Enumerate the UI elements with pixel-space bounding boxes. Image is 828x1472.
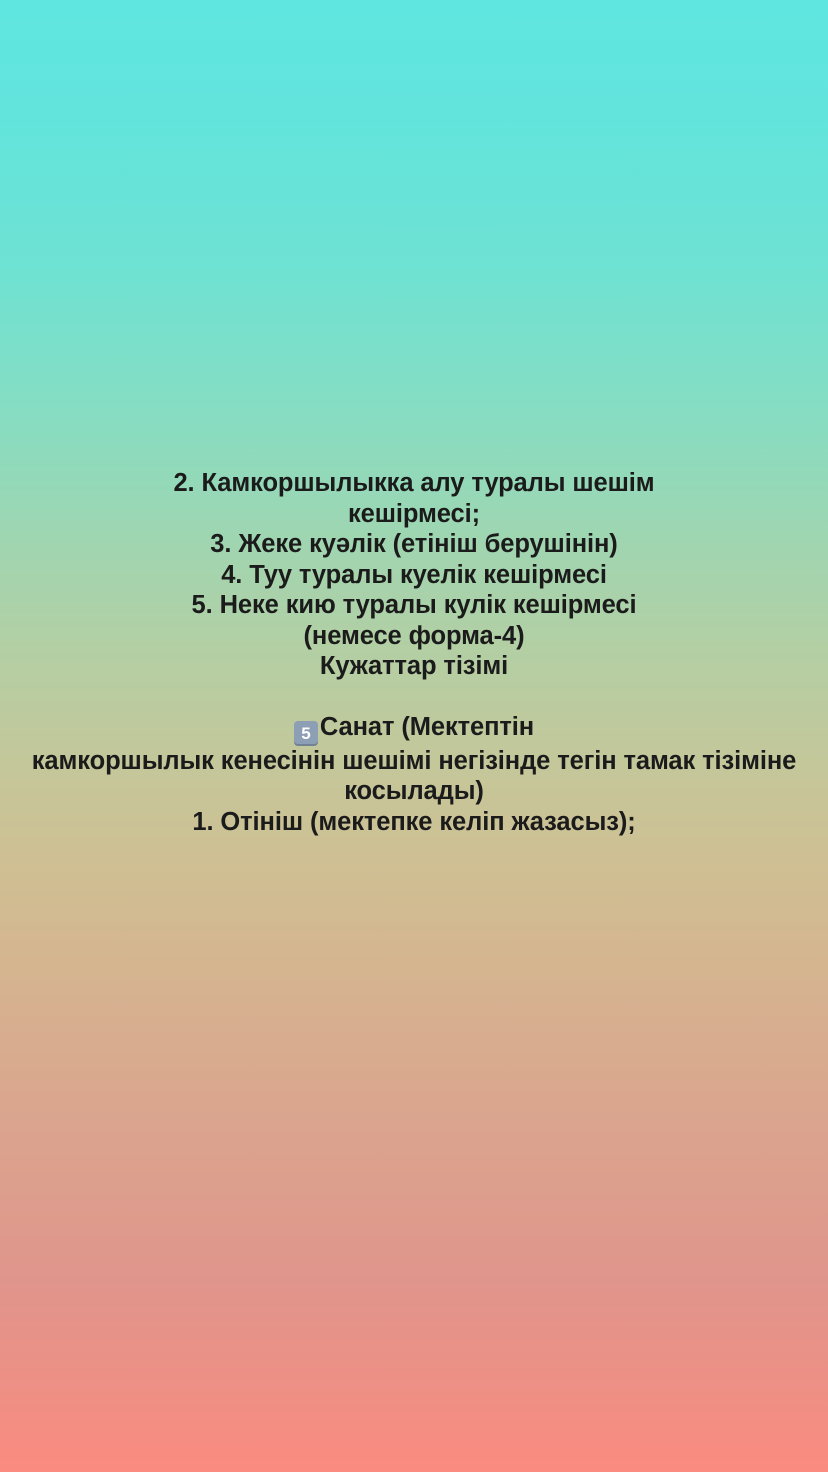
category-line-1: камкоршылык кенесінін шешімі негізінде тегін тамак тізіміне: [31, 746, 797, 775]
text-line-3: 3. Жеке куәлік (етініш берушінін): [210, 530, 618, 558]
category-line-2: косылады): [344, 777, 484, 805]
text-line-7: Кужаттар тізімі: [319, 652, 509, 680]
text-line-2: кешірмесі;: [348, 499, 480, 528]
text-line-6: (немесе форма-4): [303, 621, 525, 650]
keycap-five-icon: 5: [294, 721, 318, 746]
text-line-4: 4. Туу туралы куелік кешірмесі: [221, 560, 607, 589]
text-spacer: [14, 682, 814, 712]
text-line-5: 5. Неке кию туралы кулік кешірмесі: [191, 591, 637, 619]
story-text-block: [0, 468, 828, 837]
category-heading-line: [14, 712, 814, 746]
category-heading-text: Санат (Мектептін: [319, 712, 535, 741]
text-line-1: 2. Камкоршылыкка алу туралы шешім: [173, 469, 655, 497]
category-line-3: 1. Отініш (мектепке келіп жазасыз);: [192, 807, 636, 836]
